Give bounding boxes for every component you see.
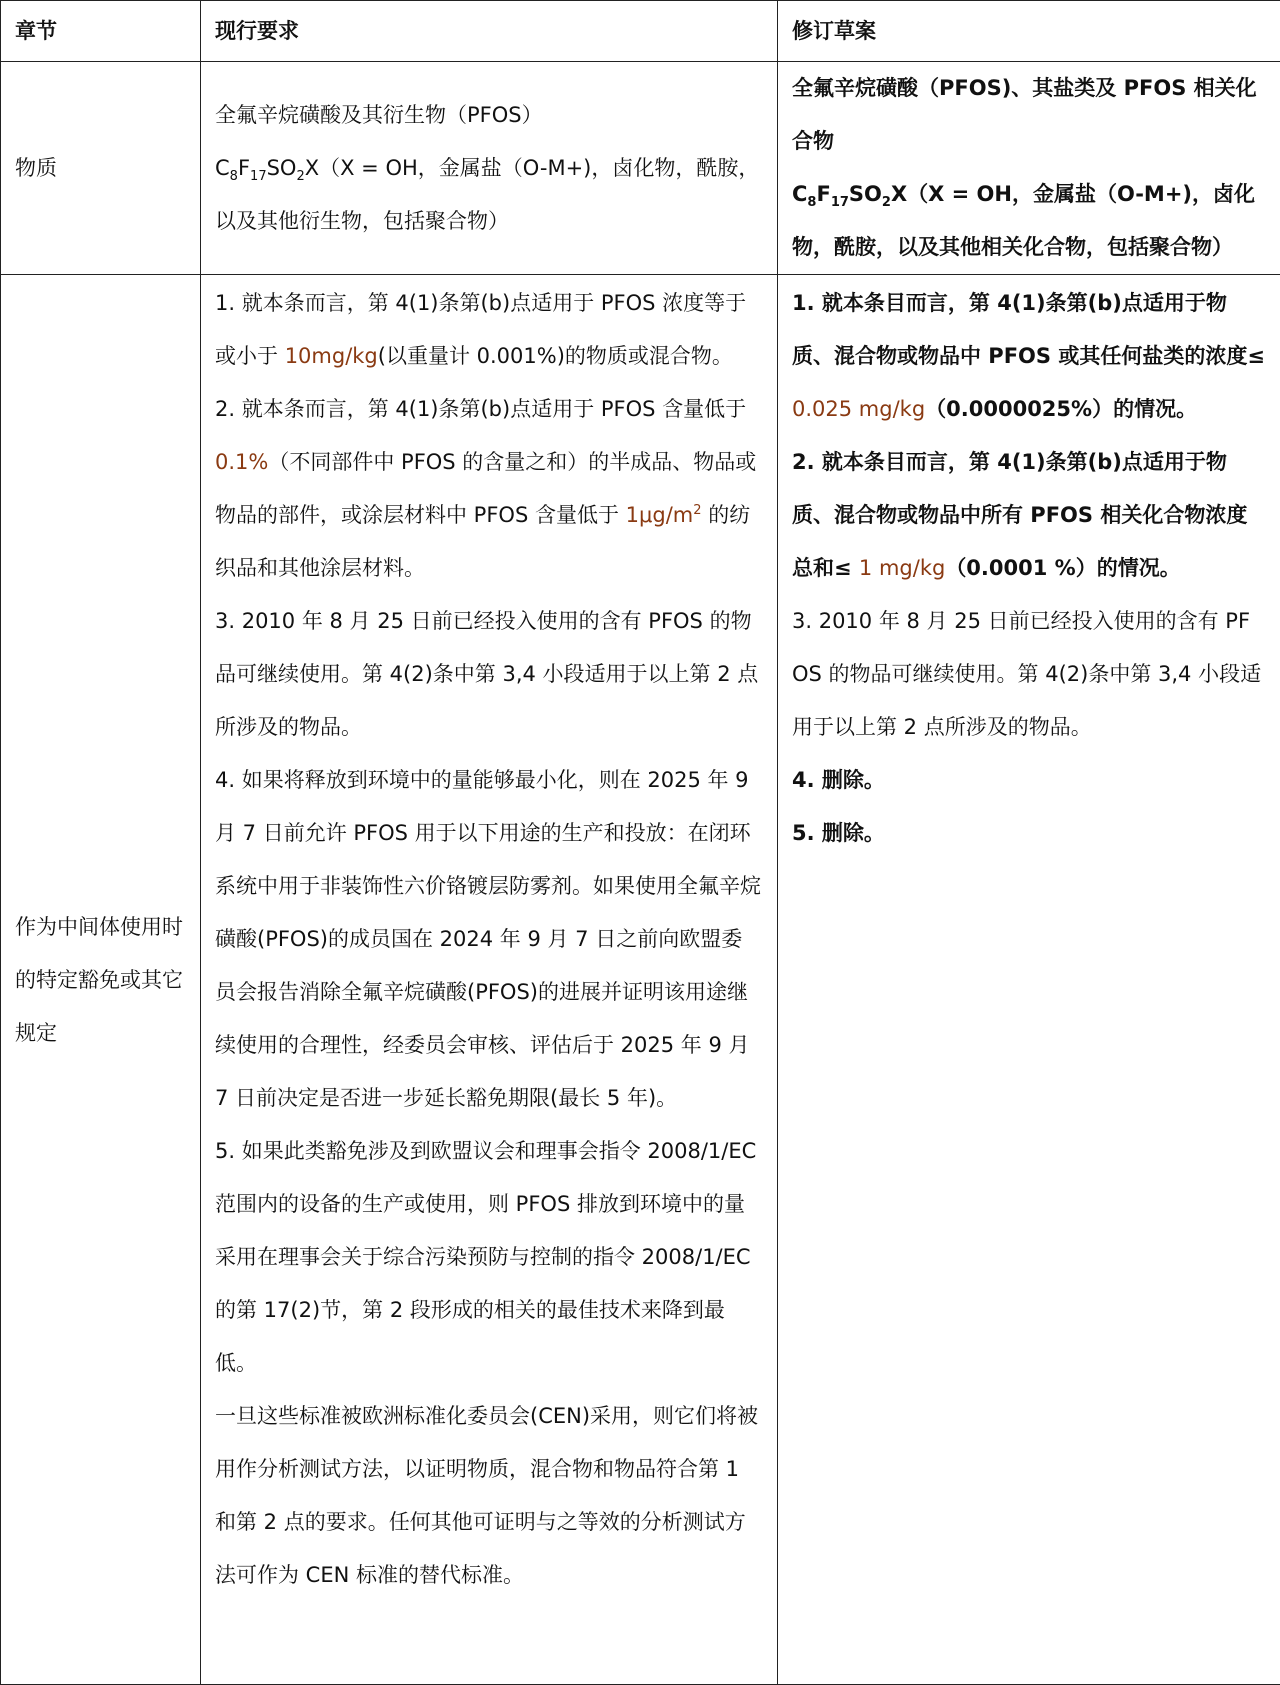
- current-point-4: 4. 如果将释放到环境中的量能够最小化，则在 2025 年 9 月 7 日前允许 PFOS 用于以下用途的生产和投放：在闭环系统中用于非装饰性六价铬镀层防雾剂。如果使用全氟辛烷磺酸(PFOS)的成员国在 2024 年 9 月 7 日之前向欧盟委员会报告消除全氟辛烷磺酸(PFOS)的进展并证明该用途继续使用的合理性，经委员会审核、评估后于 2025 年 9 月 7 日前决定是否进一步延长豁免期限(最长 5 年)。: [215, 768, 761, 1110]
- exemption-label: 作为中间体使用时的特定豁免或其它规定: [1, 275, 201, 1685]
- current-point-1: 1. 就本条而言，第 4(1)条第(b)点适用于 PFOS 浓度等于或小于 10mg/kg(以重量计 0.001%)的物质或混合物。: [215, 291, 747, 368]
- exemption-current: [201, 275, 778, 1685]
- header-current: 现行要求: [201, 1, 778, 62]
- current-cen-note: 一旦这些标准被欧洲标准化委员会(CEN)采用，则它们将被用作分析测试方法，以证明物质，混合物和物品符合第 1 和第 2 点的要求。任何其他可证明与之等效的分析测试方法可作为 CEN 标准的替代标准。: [215, 1404, 759, 1587]
- current-point-2: 2. 就本条而言，第 4(1)条第(b)点适用于 PFOS 含量低于 0.1%（不同部件中 PFOS 的含量之和）的半成品、物品或物品的部件，或涂层材料中 PFOS 含量低于 $1\mu g/m^2$ 的纺织品和其他涂层材料。: [215, 397, 757, 580]
- current-point-5: 5. 如果此类豁免涉及到欧盟议会和理事会指令 2008/1/EC 范围内的设备的生产或使用，则 PFOS 排放到环境中的量采用在理事会关于综合污染预防与控制的指令 2008/1/EC 的第 17(2)节，第 2 段形成的相关的最佳技术来降到最低。: [215, 1139, 757, 1375]
- substance-current-formula: $C_8F_{17}SO_2X(X$ = OH，金属盐（O-M+)，卤化物，酰胺，以及其他衍生物，包括聚合物）: [215, 155, 760, 233]
- header-row: [1, 1, 1280, 62]
- table-row-substance: [1, 62, 1280, 275]
- substance-current: [201, 62, 778, 275]
- draft-point-5: 5. 删除。: [792, 821, 885, 845]
- substance-draft-formula: $C_8F_{17}SO_2X(X$ = OH，金属盐（O-M+)，卤化物，酰胺，以及其他相关化合物，包括聚合物）: [792, 182, 1256, 259]
- draft-point-1: 1. 就本条目而言，第 4(1)条第(b)点适用于物质、混合物或物品中 PFOS 或其任何盐类的浓度≤0.025 mg/kg（0.0000025%）的情况。: [792, 291, 1265, 421]
- table-row-exemption: [1, 275, 1280, 1685]
- header-draft: 修订草案: [778, 1, 1280, 62]
- draft-point-4: 4. 删除。: [792, 768, 885, 792]
- draft-point-2: 2. 就本条目而言，第 4(1)条第(b)点适用于物质、混合物或物品中所有 PFOS 相关化合物浓度总和≤ 1 mg/kg（0.0001 %）的情况。: [792, 450, 1248, 580]
- substance-draft-name: 全氟辛烷磺酸（PFOS)、其盐类及 PFOS 相关化合物: [792, 76, 1257, 153]
- substance-current-name: 全氟辛烷磺酸及其衍生物（PFOS）: [215, 102, 543, 127]
- header-section: 章节: [1, 1, 201, 62]
- draft-point-3: 3. 2010 年 8 月 25 日前已经投入使用的含有 PFOS 的物品可继续使用。第 4(2)条中第 3,4 小段适用于以上第 2 点所涉及的物品。: [792, 609, 1262, 739]
- substance-label: 物质: [1, 62, 201, 275]
- current-point-3: 3. 2010 年 8 月 25 日前已经投入使用的含有 PFOS 的物品可继续使用。第 4(2)条中第 3,4 小段适用于以上第 2 点所涉及的物品。: [215, 609, 759, 739]
- exemption-draft: [778, 275, 1280, 1685]
- substance-draft: [778, 62, 1280, 275]
